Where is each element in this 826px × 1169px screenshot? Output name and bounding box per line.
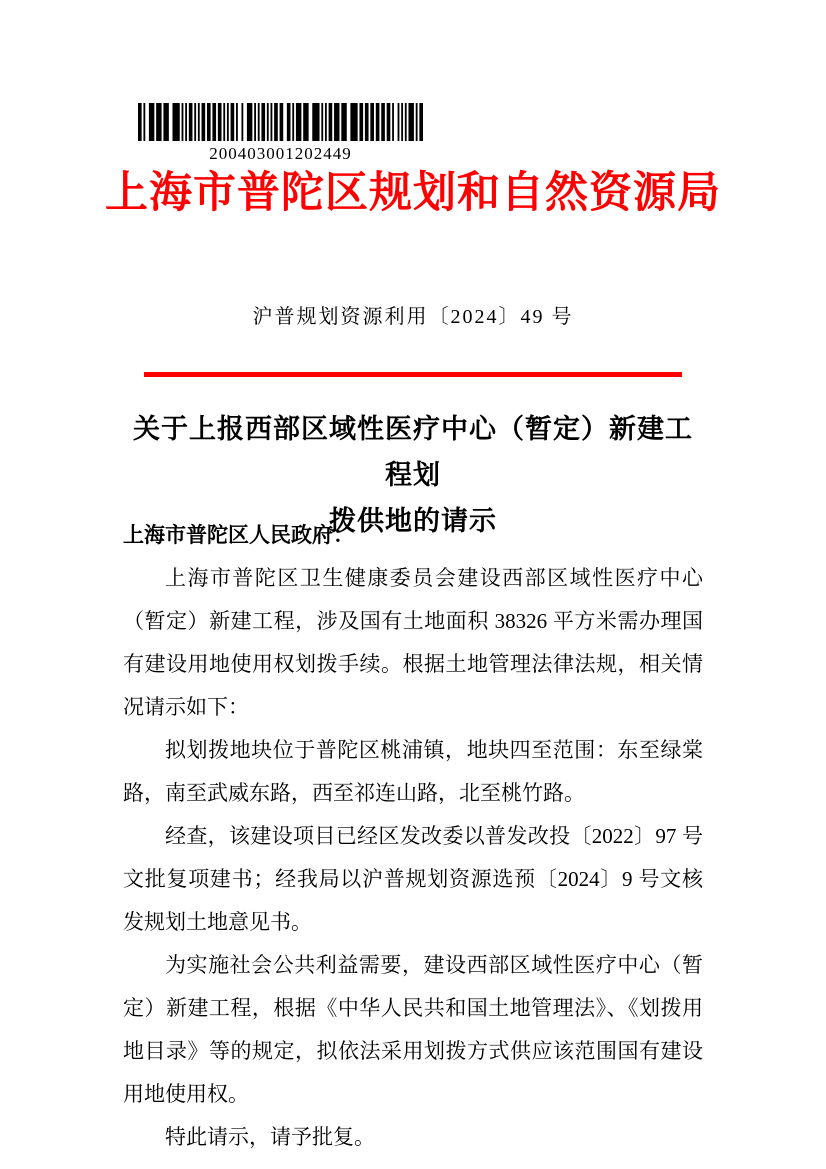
closing-line: 特此请示，请予批复。 <box>165 1125 375 1149</box>
red-divider-rule <box>144 372 682 377</box>
barcode-image <box>138 103 423 141</box>
agency-title: 上海市普陀区规划和自然资源局 <box>105 170 721 217</box>
doc-reference-number: 沪普规划资源利用〔2024〕49 号 <box>252 306 574 328</box>
body-paragraph-4: 为实施社会公共利益需要，建设西部区域性医疗中心（暂定）新建工程，根据《中华人民共和国土地管理法》、《划拨用地目录》等的规定，拟依法采用划拨方式供应该范围国有建设用地使用权。 <box>123 953 703 1106</box>
document-title-line1: 关于上报西部区域性医疗中心（暂定）新建工程划 <box>133 414 693 490</box>
salutation: 上海市普陀区人民政府： <box>123 524 354 547</box>
body-paragraph-3: 经查，该建设项目已经区发改委以普发改投〔2022〕97 号文批复项建书；经我局以沪普规划资源选预〔2024〕9 号文核发规划土地意见书。 <box>123 824 703 934</box>
document-title-line2: 拨供地的请示 <box>329 506 497 536</box>
body-paragraph-2: 拟划拨地块位于普陀区桃浦镇，地块四至范围：东至绿棠路，南至武威东路，西至祁连山路，北至桃竹路。 <box>123 738 703 805</box>
barcode-block <box>138 103 423 164</box>
document-body <box>123 514 703 1159</box>
body-paragraph-1: 上海市普陀区卫生健康委员会建设西部区域性医疗中心（暂定）新建工程，涉及国有土地面积 38326 平方米需办理国有建设用地使用权划拨手续。根据土地管理法律法规，相关情况请示如下： <box>123 566 703 719</box>
barcode-number: 200403001202449 <box>209 144 352 163</box>
